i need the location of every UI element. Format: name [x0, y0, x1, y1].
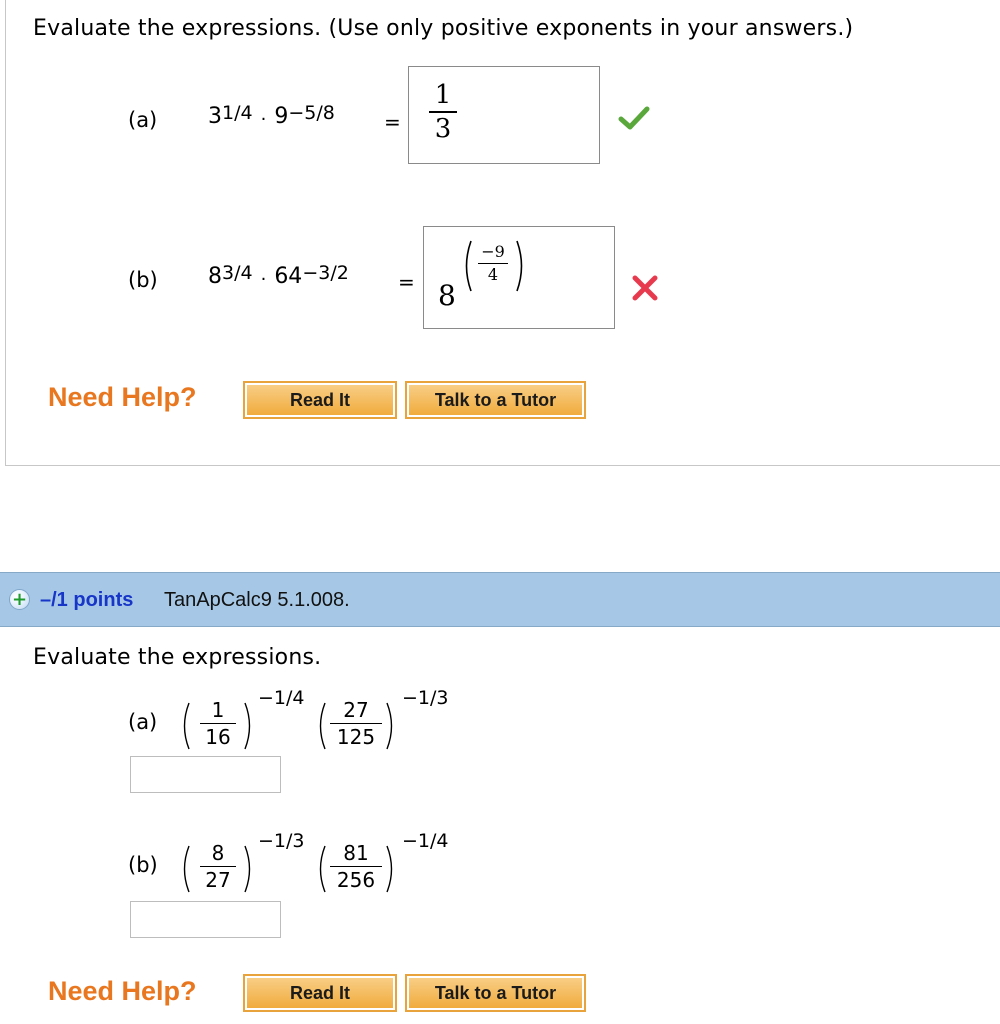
fraction-bar: [200, 866, 236, 867]
base: 64: [274, 264, 303, 289]
base: 8: [208, 264, 222, 289]
fraction-numerator: 1: [211, 698, 225, 722]
fraction-numerator: −9: [481, 242, 505, 261]
fraction-bar: [330, 866, 382, 867]
problem-2-header: [0, 572, 1000, 627]
talk-to-tutor-button[interactable]: Talk to a Tutor: [405, 381, 586, 419]
exponent: −1/3: [402, 687, 449, 709]
multiply-dot: .: [260, 104, 267, 125]
fraction: [200, 698, 236, 749]
problem-id: TanApCalc9 5.1.008.: [164, 589, 350, 611]
answer-base: 8: [438, 279, 456, 312]
part-b-expression: [178, 830, 478, 898]
part-b-expression: [208, 264, 349, 289]
problem-1-instructions: Evaluate the expressions. (Use only positive exponents in your answers.): [33, 16, 854, 41]
fraction-bar: [330, 723, 382, 724]
fraction-numerator: 81: [343, 841, 369, 865]
part-b-label: (b): [128, 853, 158, 877]
left-paren: [178, 701, 192, 751]
fraction-denominator: 4: [487, 265, 499, 284]
left-paren: [178, 844, 192, 894]
equals-sign: =: [384, 110, 401, 134]
points-value: –/1 points: [40, 589, 134, 611]
need-help-label: Need Help?: [48, 976, 197, 1006]
equals-sign: =: [398, 270, 415, 294]
answer-fraction: [429, 81, 457, 143]
part-a-expression: [178, 687, 478, 755]
fraction: [330, 698, 382, 749]
part-b-answer-input[interactable]: [130, 901, 281, 938]
fraction-numerator: 8: [211, 841, 225, 865]
right-paren: [242, 701, 256, 751]
exponent: −5/8: [288, 102, 335, 124]
fraction-numerator: 1: [434, 80, 452, 110]
x-icon: [630, 274, 660, 306]
left-paren: [460, 239, 474, 293]
exponent: −1/4: [402, 830, 449, 852]
fraction: [200, 841, 236, 892]
multiply-dot: .: [260, 264, 267, 285]
fraction-bar: [478, 263, 508, 264]
fraction-denominator: 256: [336, 868, 376, 892]
fraction-numerator: 27: [343, 698, 369, 722]
part-a-answer-box[interactable]: [408, 66, 600, 164]
part-a-label: (a): [128, 710, 158, 734]
part-a-expression: [208, 104, 335, 129]
exponent-fraction: [478, 243, 508, 284]
plus-icon[interactable]: +: [9, 589, 30, 610]
exponent: 3/4: [222, 262, 253, 284]
base: 3: [208, 104, 222, 129]
right-paren: [384, 844, 398, 894]
part-b-label: (b): [128, 268, 158, 292]
left-paren: [314, 844, 328, 894]
fraction-denominator: 3: [434, 113, 452, 144]
base: 9: [274, 104, 289, 129]
fraction-denominator: 125: [336, 725, 376, 749]
part-b-answer-box[interactable]: [423, 226, 615, 329]
left-paren: [314, 701, 328, 751]
exponent: −1/3: [258, 830, 305, 852]
right-paren: [242, 844, 256, 894]
fraction-denominator: 27: [205, 868, 231, 892]
fraction: [330, 841, 382, 892]
exponent: −1/4: [258, 687, 305, 709]
fraction-denominator: 16: [205, 725, 231, 749]
need-help-label: Need Help?: [48, 382, 197, 412]
exponent: −3/2: [302, 262, 349, 284]
right-paren: [384, 701, 398, 751]
exponent: 1/4: [222, 102, 253, 124]
fraction-bar: [200, 723, 236, 724]
check-icon: [618, 104, 650, 139]
fraction-bar: [429, 111, 457, 113]
read-it-button[interactable]: Read It: [243, 381, 397, 419]
part-a-answer-input[interactable]: [130, 756, 281, 793]
talk-to-tutor-button[interactable]: Talk to a Tutor: [405, 974, 586, 1012]
problem-2-instructions: Evaluate the expressions.: [33, 645, 322, 670]
right-paren: [514, 239, 528, 293]
part-a-label: (a): [128, 108, 158, 132]
read-it-button[interactable]: Read It: [243, 974, 397, 1012]
